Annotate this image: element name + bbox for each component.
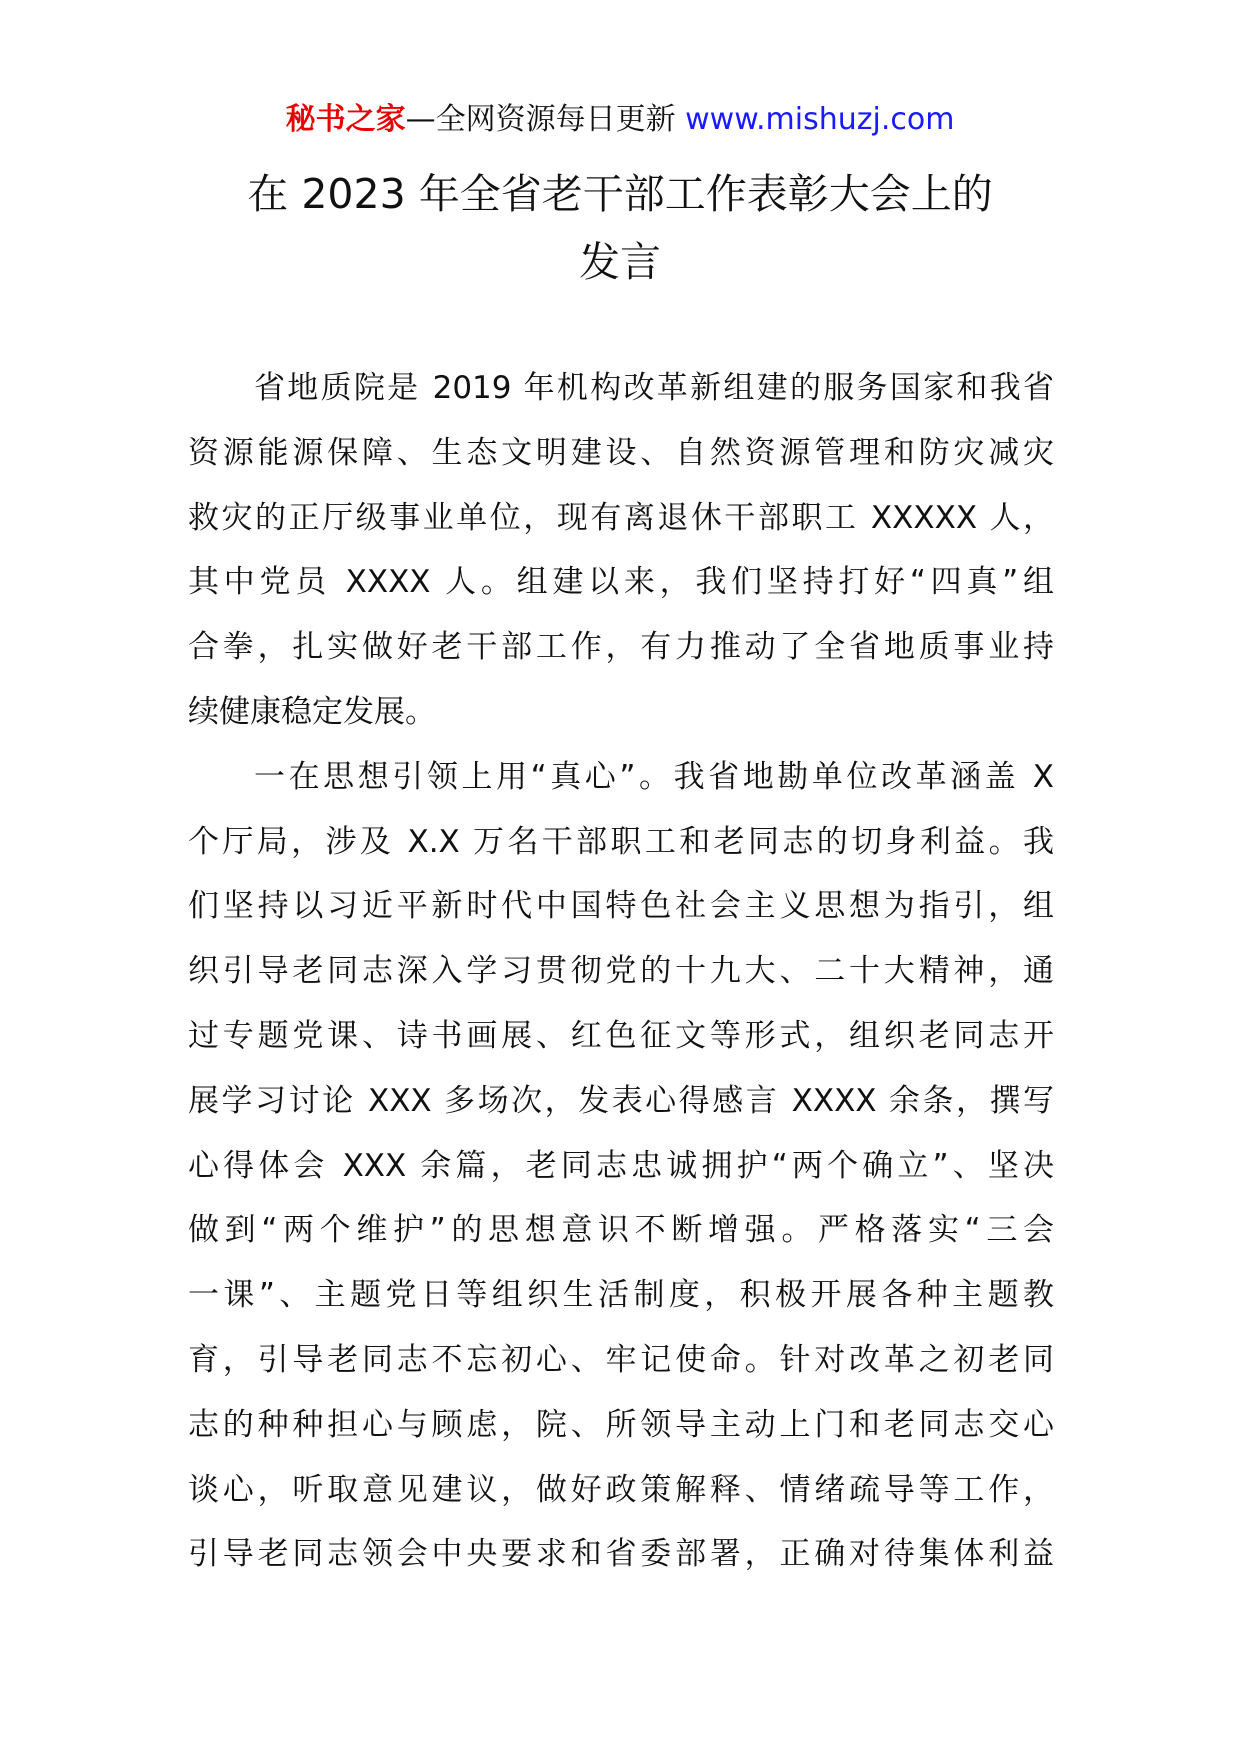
text-line: 续健康稳定发展。	[188, 693, 436, 730]
title-line: 在 2023 年全省老干部工作表彰大会上的	[247, 170, 993, 218]
text-line: 们坚持以习近平新时代中国特色社会主义思想为指引，组	[188, 888, 1054, 925]
header-tagline: —全网资源每日更新	[405, 102, 676, 137]
text-line: 育，引导老同志不忘初心、牢记使命。针对改革之初老同	[188, 1341, 1054, 1378]
document-body	[188, 356, 1054, 1587]
site-header	[0, 100, 1240, 140]
text-line: 做到“两个维护”的思想意识不断增强。严格落实“三会	[188, 1212, 1054, 1249]
text-line: 资源能源保障、生态文明建设、自然资源管理和防灾减灾	[188, 434, 1054, 471]
text-line: 其中党员 XXXX 人。组建以来，我们坚持打好“四真”组	[188, 564, 1054, 601]
text-line: 展学习讨论 XXX 多场次，发表心得感言 XXXX 余条，撰写	[188, 1082, 1054, 1119]
text-line: 一课”、主题党日等组织生活制度，积极开展各种主题教	[188, 1277, 1054, 1314]
text-line: 省地质院是 2019 年机构改革新组建的服务国家和我省	[254, 370, 1054, 406]
paragraph-section-one	[188, 745, 1054, 1587]
document-title	[180, 160, 1060, 296]
text-line: 志的种种担心与顾虑，院、所领导主动上门和老同志交心	[188, 1406, 1054, 1443]
title-line: 发言	[579, 238, 661, 286]
text-line: 织引导老同志深入学习贯彻党的十九大、二十大精神，通	[188, 953, 1054, 990]
text-line: 合拳，扎实做好老干部工作，有力推动了全省地质事业持	[188, 629, 1054, 666]
text-line: 过专题党课、诗书画展、红色征文等形式，组织老同志开	[188, 1017, 1054, 1054]
brand-name: 秘书之家	[285, 102, 406, 137]
text-line: 谈心，听取意见建议，做好政策解释、情绪疏导等工作，	[188, 1471, 1054, 1508]
text-line: 心得体会 XXX 余篇，老同志忠诚拥护“两个确立”、坚决	[188, 1147, 1054, 1184]
text-line: 救灾的正厅级事业单位，现有离退休干部职工 XXXXX 人，	[188, 499, 1054, 536]
text-line: 引导老同志领会中央要求和省委部署，正确对待集体利益	[188, 1536, 1054, 1573]
site-link[interactable]: www.mishuzj.com	[685, 102, 955, 137]
text-line: 个厅局，涉及 X.X 万名干部职工和老同志的切身利益。我	[188, 823, 1054, 860]
paragraph-intro	[188, 356, 1054, 745]
text-line: 一在思想引领上用“真心”。我省地勘单位改革涵盖 X	[254, 758, 1054, 795]
